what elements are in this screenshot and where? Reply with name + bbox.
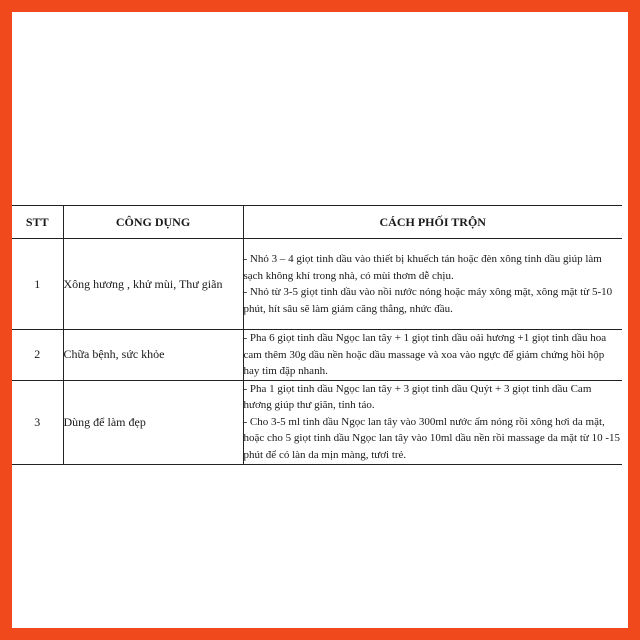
mix-line: - Pha 1 giọt tinh dầu Ngọc lan tây + 3 giọt tinh dầu Quýt + 3 giọt tinh dầu Cam hương giúp thư giãn, tỉnh táo. [243, 382, 592, 412]
row-stt: 3 [12, 380, 63, 464]
table-row [12, 330, 622, 381]
mix-line: - Nhỏ 3 – 4 giọt tinh dầu vào thiết bị khuếch tán hoặc đèn xông tinh dầu giúp làm sạch không khí trong nhà, có mùi thơm dễ chịu. [243, 253, 602, 282]
header-stt: STT [12, 206, 63, 239]
header-use: CÔNG DỤNG [63, 206, 243, 239]
row-mix [243, 330, 622, 381]
table-row [12, 239, 622, 330]
row-stt: 1 [12, 239, 63, 330]
mix-line: - Pha 6 giọt tinh dầu Ngọc lan tây + 1 giọt tinh dầu oải hương +1 giọt tinh dầu hoa cam thêm 30g dầu nền hoặc dầu massage và xoa vào ngực để giảm chứng hồi hộp hay tim đập nhanh. [243, 332, 607, 377]
table-header-row [12, 206, 622, 239]
row-mix [243, 239, 622, 330]
row-use: Xông hương , khử mùi, Thư giãn [63, 239, 243, 330]
image-frame [12, 12, 628, 628]
row-stt: 2 [12, 330, 63, 381]
table-row [12, 380, 622, 464]
row-use: Chữa bệnh, sức khỏe [63, 330, 243, 381]
row-mix [243, 380, 622, 464]
mix-line: - Cho 3-5 ml tinh dầu Ngọc lan tây vào 300ml nước ấm nóng rồi xông hơi da mặt, hoặc cho 5 giọt tinh dầu Ngọc lan tây vào 10ml dầu nền rồi massage da mặt từ 10 -15 phút để có làn da mịn màng, tươi trẻ. [243, 415, 621, 461]
header-mix: CÁCH PHỐI TRỘN [243, 206, 622, 239]
usage-table [12, 205, 622, 465]
mix-line: - Nhỏ từ 3-5 giọt tinh dầu vào nồi nước nóng hoặc máy xông mặt, xông mặt từ 5-10 phút, hít sâu sẽ làm giảm căng thẳng, nhức đầu. [243, 286, 613, 315]
row-use: Dùng để làm đẹp [63, 380, 243, 464]
